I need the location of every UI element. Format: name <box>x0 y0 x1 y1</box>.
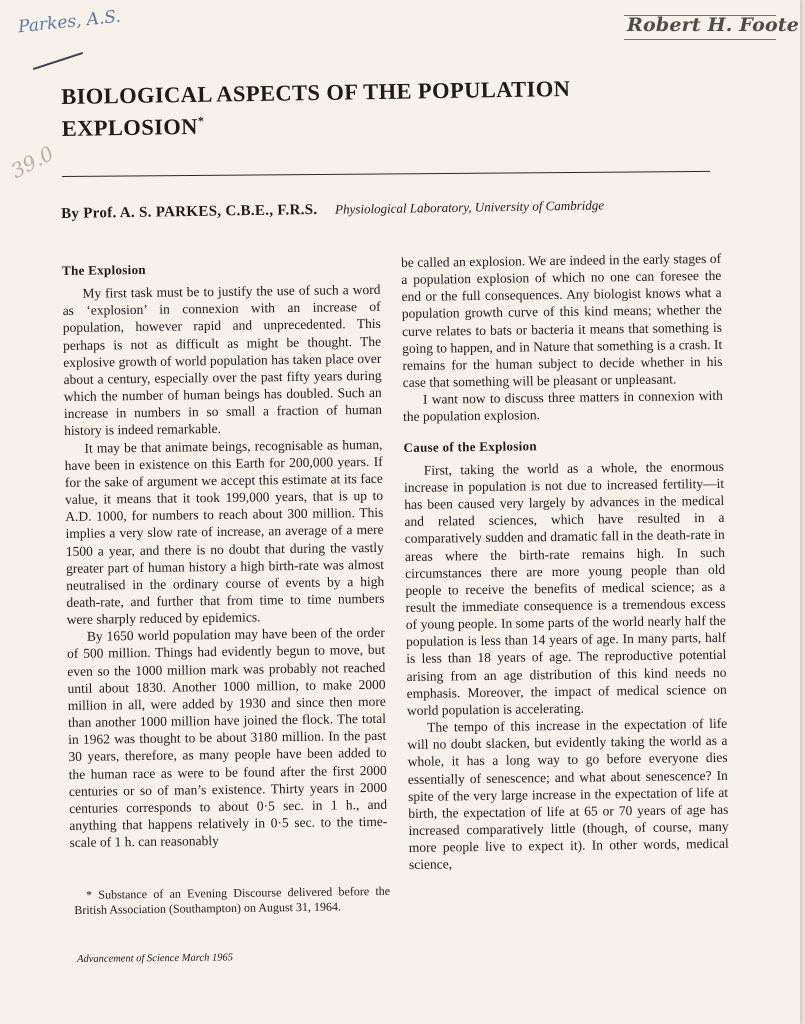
paragraph: The tempo of this increase in the expectation of life will no doubt slacken, but evidently taking the world as a whole, it has a long way to go before everyone dies essentially of senescence; and what about senescence? In spite of the very large increase in the expectation of life at birth, the expectation of life at 65 or 70 years of age has increased comparatively little (though, of course, many more people live to expect it). In other words, medical science, <box>407 715 729 873</box>
section-heading-explosion: The Explosion <box>62 261 146 278</box>
paragraph: By 1650 world population may have been of the order of 500 million. Things had evidently begun to move, but even so the 1000 million mark was probably not reached until about 1830. Another 1000 million, to make 2000 million in all, were added by 1930 and since then more than another 1000 million have joined the flock. The total in 1962 was thought to be about 3180 million. In the past 30 years, therefore, as many people have been added to the human race as were to be found after the first 2000 centuries or so of man’s existence. Thirty years in 2000 centuries corresponds to about 0·5 sec. in 1 h., and anything that happens relatively in 0·5 sec. to the time-scale of 1 h. can reasonably <box>67 625 388 851</box>
article-title <box>61 74 662 142</box>
footnote-text: * Substance of an Evening Discourse delivered before the British Association (Southampton) on August 31, 1964. <box>74 883 391 917</box>
journal-footer: Advancement of Science March 1965 <box>77 952 233 965</box>
paragraph: My first task must be to justify the use of such a word as ‘explosion’ in connexion with an increase of population, however rapid and unprecedented. This perhaps is not as difficult as might be thought. The explosive growth of world population has taken place over about a century, especially over the past fifty years during which the number of human beings has doubled. Such an increase in numbers in so small a fraction of human history is indeed remarkable. <box>62 281 383 439</box>
paragraph: It may be that animate beings, recognisable as human, have been in existence on this Earth for 200,000 years. If for the sake of argument we accept this estimate at its face value, it means that it took 199,000 years, that is up to A.D. 1000, for numbers to reach about 300 million. This implies a very slow rate of increase, an average of a mere 1500 a year, and there is no doubt that during the vastly greater part of human history a high birth-rate was almost neutralised in the ordinary course of events by a high death-rate, and further that from time to time numbers were sharply reduced by epidemics. <box>64 436 385 628</box>
byline-author: By Prof. A. S. PARKES, C.B.E., F.R.S. <box>61 201 318 222</box>
right-column <box>401 250 729 874</box>
article-title-text: BIOLOGICAL ASPECTS OF THE POPULATION EXPLOSION <box>61 76 571 141</box>
title-footnote-mark: * <box>197 113 205 128</box>
handwritten-name-annotation: Parkes, A.S. <box>17 6 122 38</box>
section-heading-cause: Cause of the Explosion <box>403 437 537 455</box>
stamp-bottom-rule <box>624 39 776 40</box>
owner-stamp: Robert H. Foote <box>627 14 800 36</box>
paragraph: I want now to discuss three matters in connexion with the population explosion. <box>403 388 723 425</box>
footnote <box>74 884 390 918</box>
title-divider <box>62 171 710 177</box>
paragraph: First, taking the world as a whole, the enormous increase in population is not due to increased fertility—it has been caused very largely by advances in the medical and related sciences, which have resulted in a comparatively sudden and dramatic fall in the death-rate in areas where the birth-rate remains high. In such circumstances there are more young people than old people to receive the benefits of medical science; as a result the immediate consequence is a tremendous excess of young people. In some parts of the world nearly half the population is less than 14 years of age. In many parts, half is less than 18 years of age. The reproductive potential arising from an age distribution of this kind needs no emphasis. Moreover, the impact of medical science on world population is accelerating. <box>403 458 727 718</box>
byline-affiliation: Physiological Laboratory, University of Cambridge <box>334 197 605 217</box>
left-column <box>62 258 388 851</box>
handwritten-stroke <box>33 52 83 70</box>
byline <box>61 196 701 223</box>
handwritten-number-annotation: 39.0 <box>6 140 58 184</box>
paragraph: be called an explosion. We are indeed in the early stages of a population explosion of which no one can foresee the end or the full consequences. Any biologist knows what a population growth curve of this kind means; whether the curve relates to bats or bacteria it means that something is going to happen, and in Nature that something is a crash. It remains for the human subject to decide whether in his case that something will be pleasant or unpleasant. <box>401 250 723 391</box>
